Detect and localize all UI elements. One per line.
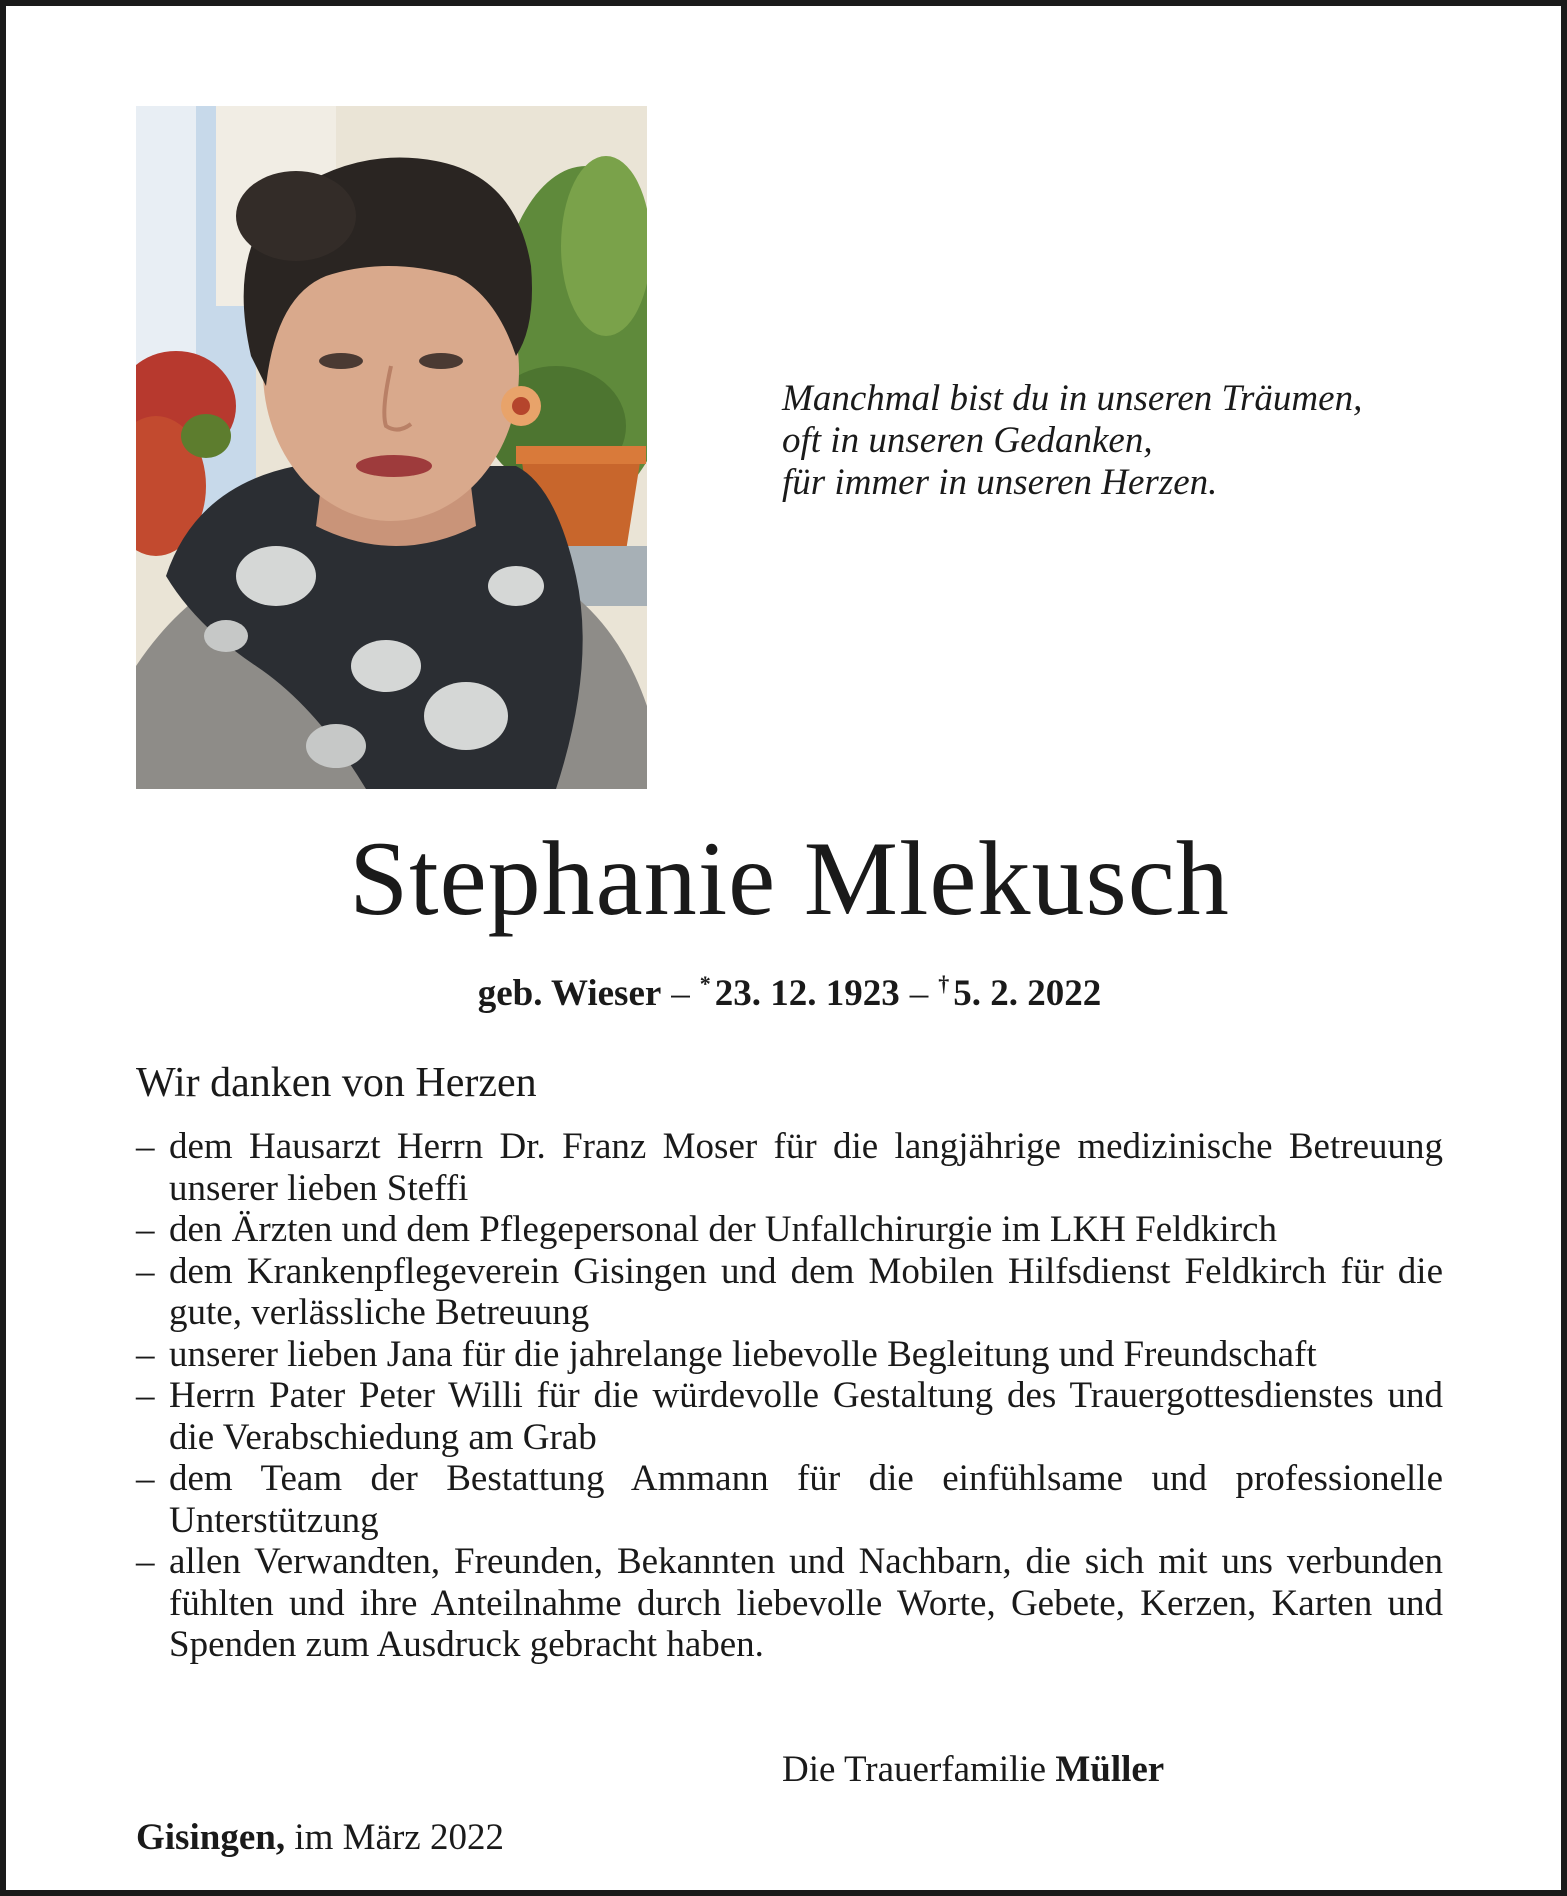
born-symbol: *	[699, 971, 711, 996]
signoff-prefix: Die Trauerfamilie	[782, 1749, 1047, 1790]
thanks-item-text: allen Verwandten, Freunden, Bekannten und Nachbarn, die sich mit uns verbunden fühlten und ihre Anteilnahme durch liebevolle Worte, Gebete, Kerzen, Karten und Spenden zum Ausdruck gebracht haben.	[169, 1541, 1443, 1665]
list-dash: –	[136, 1250, 155, 1292]
list-dash: –	[136, 1209, 155, 1250]
born-date: 23. 12. 1923	[714, 973, 900, 1014]
list-dash: –	[136, 1541, 155, 1582]
thanks-item	[136, 1458, 1443, 1541]
list-dash: –	[136, 1375, 155, 1416]
thanks-list	[136, 1126, 1443, 1666]
thanks-heading: Wir danken von Herzen	[136, 1060, 537, 1106]
portrait-illustration	[136, 106, 647, 789]
thanks-item	[136, 1541, 1443, 1666]
portrait-photo	[136, 106, 647, 789]
thanks-item	[136, 1209, 1443, 1251]
thanks-item-text: den Ärzten und dem Pflegepersonal der Unfallchirurgie im LKH Feldkirch	[169, 1209, 1277, 1250]
separator: –	[909, 973, 929, 1014]
quote-line: für immer in unseren Herzen.	[782, 462, 1218, 503]
deceased-name: Stephanie Mlekusch	[349, 820, 1230, 937]
thanks-item-text: Herrn Pater Peter Willi für die würdevolle Gestaltung des Trauergottesdienstes und die Verabschiedung am Grab	[169, 1375, 1443, 1458]
thanks-item	[136, 1334, 1443, 1376]
died-date: 5. 2. 2022	[953, 973, 1102, 1014]
thanks-item-text: unserer lieben Jana für die jahrelange liebevolle Begleitung und Freundschaft	[169, 1333, 1317, 1375]
thanks-item	[136, 1375, 1443, 1458]
quote-line: Manchmal bist du in unseren Träumen,	[782, 378, 1363, 419]
list-dash: –	[136, 1333, 155, 1375]
thanks-item-text: dem Krankenpflegeverein Gisingen und dem Mobilen Hilfsdienst Feldkirch für die gute, verlässliche Betreuung	[169, 1250, 1443, 1333]
place-date-text: im März 2022	[294, 1817, 504, 1858]
place-town: Gisingen,	[136, 1817, 286, 1858]
birth-name: geb. Wieser	[477, 973, 662, 1014]
family-name: Müller	[1055, 1749, 1165, 1790]
memorial-quote	[782, 378, 1482, 504]
separator: –	[671, 973, 690, 1014]
died-symbol: †	[938, 971, 950, 996]
thanks-item	[136, 1251, 1443, 1334]
list-dash: –	[136, 1126, 155, 1167]
place-date	[136, 1816, 504, 1860]
life-dates	[6, 961, 1567, 1017]
thanks-item	[136, 1126, 1443, 1209]
quote-line: oft in unseren Gedanken,	[782, 420, 1153, 461]
thanks-item-text: dem Team der Bestattung Ammann für die einfühlsame und professionelle Unterstützung	[169, 1458, 1443, 1541]
thanks-item-text: dem Hausarzt Herrn Dr. Franz Moser für die langjährige medizinische Betreuung unserer lieben Steffi	[169, 1126, 1443, 1209]
family-signoff	[782, 1748, 1164, 1792]
list-dash: –	[136, 1458, 155, 1499]
